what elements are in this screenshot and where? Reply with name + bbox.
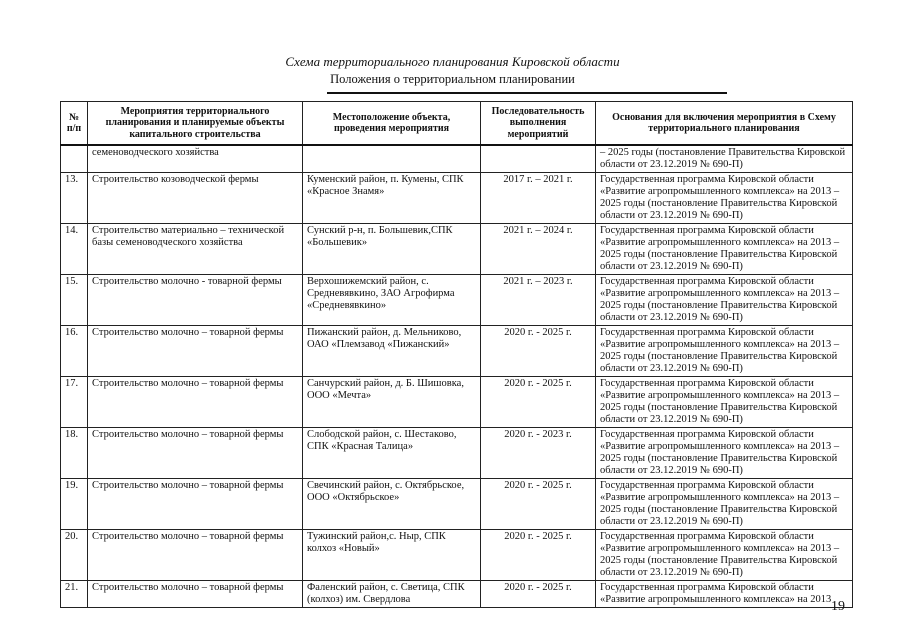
table-body [61, 145, 853, 608]
cell-event: Строительство молочно – товарной фермы [88, 428, 303, 479]
cell-event: Строительство молочно – товарной фермы [88, 479, 303, 530]
table-row [61, 173, 853, 224]
document-title: Схема территориального планирования Кировской области [285, 54, 620, 69]
cell-location: Пижанский район, д. Мельниково, ОАО «Племзавод «Пижанский» [303, 326, 481, 377]
cell-location: Фаленский район, с. Светица, СПК (колхоз) им. Свердлова [303, 581, 481, 608]
cell-location [303, 145, 481, 173]
cell-number: 19. [61, 479, 88, 530]
cell-period: 2020 г. - 2025 г. [481, 581, 596, 608]
cell-period: 2020 г. - 2025 г. [481, 530, 596, 581]
cell-basis: Государственная программа Кировской области «Развитие агропромышленного комплекса» на 2013 – 2025 годы (постановление Правительства Кировской области от 23.12.2019 № 690-П) [596, 173, 853, 224]
cell-basis: Государственная программа Кировской области «Развитие агропромышленного комплекса» на 2013 – 2025 годы (постановление Правительства Кировской области от 23.12.2019 № 690-П) [596, 377, 853, 428]
table-row-continuation [61, 145, 853, 173]
table-row [61, 581, 853, 608]
events-table [60, 101, 853, 608]
cell-basis: Государственная программа Кировской области «Развитие агропромышленного комплекса» на 2013 – 2025 годы (постановление Правительства Кировской области от 23.12.2019 № 690-П) [596, 326, 853, 377]
document-subtitle: Положения о территориальном планировании [330, 72, 575, 86]
cell-number: 18. [61, 428, 88, 479]
cell-basis: Государственная программа Кировской области «Развитие агропромышленного комплекса» на 2013 – 2025 годы (постановление Правительства Кировской области от 23.12.2019 № 690-П) [596, 530, 853, 581]
cell-number: 21. [61, 581, 88, 608]
cell-location: Верхошижемский район, с. Средневявкино, ЗАО Агрофирма «Средневявкино» [303, 275, 481, 326]
cell-period: 2021 г. – 2024 г. [481, 224, 596, 275]
column-header-event: Мероприятия территориального планирования и планируемые объекты капитального строительства [88, 102, 303, 146]
cell-number: 15. [61, 275, 88, 326]
cell-basis: Государственная программа Кировской области «Развитие агропромышленного комплекса» на 2013 [596, 581, 853, 608]
header-rule [327, 92, 727, 94]
table-row [61, 377, 853, 428]
cell-period: 2017 г. – 2021 г. [481, 173, 596, 224]
cell-location: Слободской район, с. Шестаково, СПК «Красная Талица» [303, 428, 481, 479]
cell-number: 13. [61, 173, 88, 224]
table-row [61, 326, 853, 377]
cell-number: 14. [61, 224, 88, 275]
cell-period: 2021 г. – 2023 г. [481, 275, 596, 326]
table-header-row [61, 102, 853, 146]
cell-location: Тужинский район,с. Ныр, СПК колхоз «Новый» [303, 530, 481, 581]
cell-location: Санчурский район, д. Б. Шишовка, ООО «Мечта» [303, 377, 481, 428]
cell-basis: Государственная программа Кировской области «Развитие агропромышленного комплекса» на 2013 – 2025 годы (постановление Правительства Кировской области от 23.12.2019 № 690-П) [596, 224, 853, 275]
cell-basis: Государственная программа Кировской области «Развитие агропромышленного комплекса» на 2013 – 2025 годы (постановление Правительства Кировской области от 23.12.2019 № 690-П) [596, 428, 853, 479]
cell-location: Куменский район, п. Кумены, СПК «Красное Знамя» [303, 173, 481, 224]
cell-event: Строительство молочно – товарной фермы [88, 377, 303, 428]
table-row [61, 428, 853, 479]
cell-event: Строительство молочно - товарной фермы [88, 275, 303, 326]
cell-period [481, 145, 596, 173]
column-header-location: Местоположение объекта, проведения мероприятия [303, 102, 481, 146]
cell-basis: Государственная программа Кировской области «Развитие агропромышленного комплекса» на 2013 – 2025 годы (постановление Правительства Кировской области от 23.12.2019 № 690-П) [596, 275, 853, 326]
column-header-basis: Основания для включения мероприятия в Схему территориального планирования [596, 102, 853, 146]
cell-number: 16. [61, 326, 88, 377]
cell-period: 2020 г. - 2025 г. [481, 479, 596, 530]
cell-number: 17. [61, 377, 88, 428]
cell-number [61, 145, 88, 173]
table-row [61, 479, 853, 530]
cell-location: Свечинский район, с. Октябрьское, ООО «Октябрьское» [303, 479, 481, 530]
cell-period: 2020 г. - 2025 г. [481, 326, 596, 377]
table-row [61, 224, 853, 275]
page-number: 19 [831, 599, 845, 614]
cell-location: Сунский р-н, п. Большевик,СПК «Большевик» [303, 224, 481, 275]
cell-event: семеноводческого хозяйства [88, 145, 303, 173]
cell-basis: – 2025 годы (постановление Правительства Кировской области от 23.12.2019 № 690-П) [596, 145, 853, 173]
cell-event: Строительство молочно – товарной фермы [88, 530, 303, 581]
cell-event: Строительство козоводческой фермы [88, 173, 303, 224]
cell-event: Строительство молочно – товарной фермы [88, 326, 303, 377]
table-row [61, 530, 853, 581]
cell-period: 2020 г. - 2023 г. [481, 428, 596, 479]
table-row [61, 275, 853, 326]
cell-event: Строительство молочно – товарной фермы [88, 581, 303, 608]
cell-number: 20. [61, 530, 88, 581]
cell-event: Строительство материально – технической базы семеноводческого хозяйства [88, 224, 303, 275]
cell-basis: Государственная программа Кировской области «Развитие агропромышленного комплекса» на 2013 – 2025 годы (постановление Правительства Кировской области от 23.12.2019 № 690-П) [596, 479, 853, 530]
column-header-number: № п/п [61, 102, 88, 146]
column-header-period: Последовательность выполнения мероприятий [481, 102, 596, 146]
cell-period: 2020 г. - 2025 г. [481, 377, 596, 428]
